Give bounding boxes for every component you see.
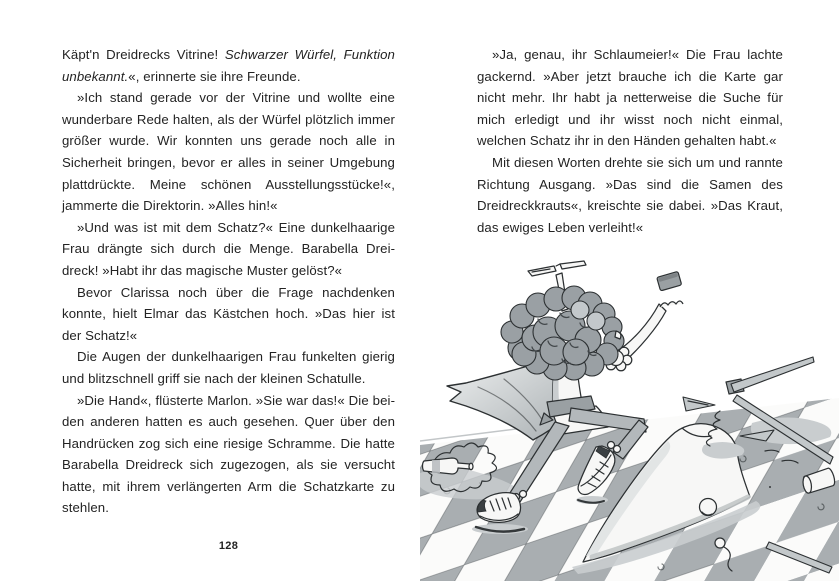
paragraph: Bevor Clarissa noch über die Frage nachdenken konnte, hielt Elmar das Kästchen hoch. »Das hier ist der Schatz!« (62, 284, 395, 343)
treasure-box (657, 271, 682, 291)
paragraph: Die Augen der dunkelhaarigen Frau funkelten gierig und blitzschnell griff sie nach der kleinen Schatulle. (62, 349, 395, 386)
story-illustration (420, 255, 839, 581)
paragraph-text: Käpt'n Dreidrecks Vitrine! (62, 47, 225, 62)
triangle-shard (683, 397, 715, 411)
curly-afro-hair (501, 286, 624, 380)
paragraph-text: «, erinnerte sie ihre Freunde. (128, 68, 301, 84)
page-number: 128 (218, 540, 239, 552)
left-page-text (62, 44, 395, 519)
paragraph: Mit diesen Worten drehte sie sich um und rannte Richtung Ausgang. »Das sind die Samen des Dreidreckkrauts«, kreischte sie dabei. »Das Kraut, das ewiges Leben verleiht!« (477, 154, 783, 235)
paragraph (62, 44, 395, 87)
paragraph: »Die Hand«, flüsterte Marlon. »Sie war das!« Die beiden anderen hatten es auch gesehen. Quer über den Handrücken zog sich eine riesige Schramme. Die hatte Barabella Dreidreck sich zugezogen, als sie versucht hatte, mit ihrem verlängerten Arm die Schatzkarte zu stehlen. (62, 392, 395, 516)
right-page-text (477, 44, 783, 238)
paragraph: »Ja, genau, ihr Schlaumeier!« Die Frau lachte gackernd. »Aber jetzt brauche ich die Karte gar nicht mehr. Ihr habt ja netterweise die Suche für mich erledigt und ihr wisst noch nicht einmal, welchen Schatz ihr in den Händen gehalten habt.« (477, 47, 783, 149)
paragraph: »Ich stand gerade vor der Vitrine und wollte eine wunderbare Rede halten, als der Würfel plötzlich immer größer wurde. Wir konnten uns gerade noch alle in Sicherheit bringen, bevor er alles in seiner Umgebung plattdrückte. Meine schönen Ausstellungsstücke!«, jammerte die Direktorin. »Alles hin!« (62, 90, 395, 214)
paragraph: »Und was ist mit dem Schatz?« Eine dunkelhaarige Frau drängte sich durch die Menge. Barabella Dreidreck! »Habt ihr das magische Muster gelöst?« (62, 219, 395, 278)
long-splinter-up (731, 357, 814, 392)
paragraph-text-italic: Schwarzer Würfel, Funktion unbekannt. (62, 47, 395, 84)
hand-fingers (660, 301, 683, 307)
